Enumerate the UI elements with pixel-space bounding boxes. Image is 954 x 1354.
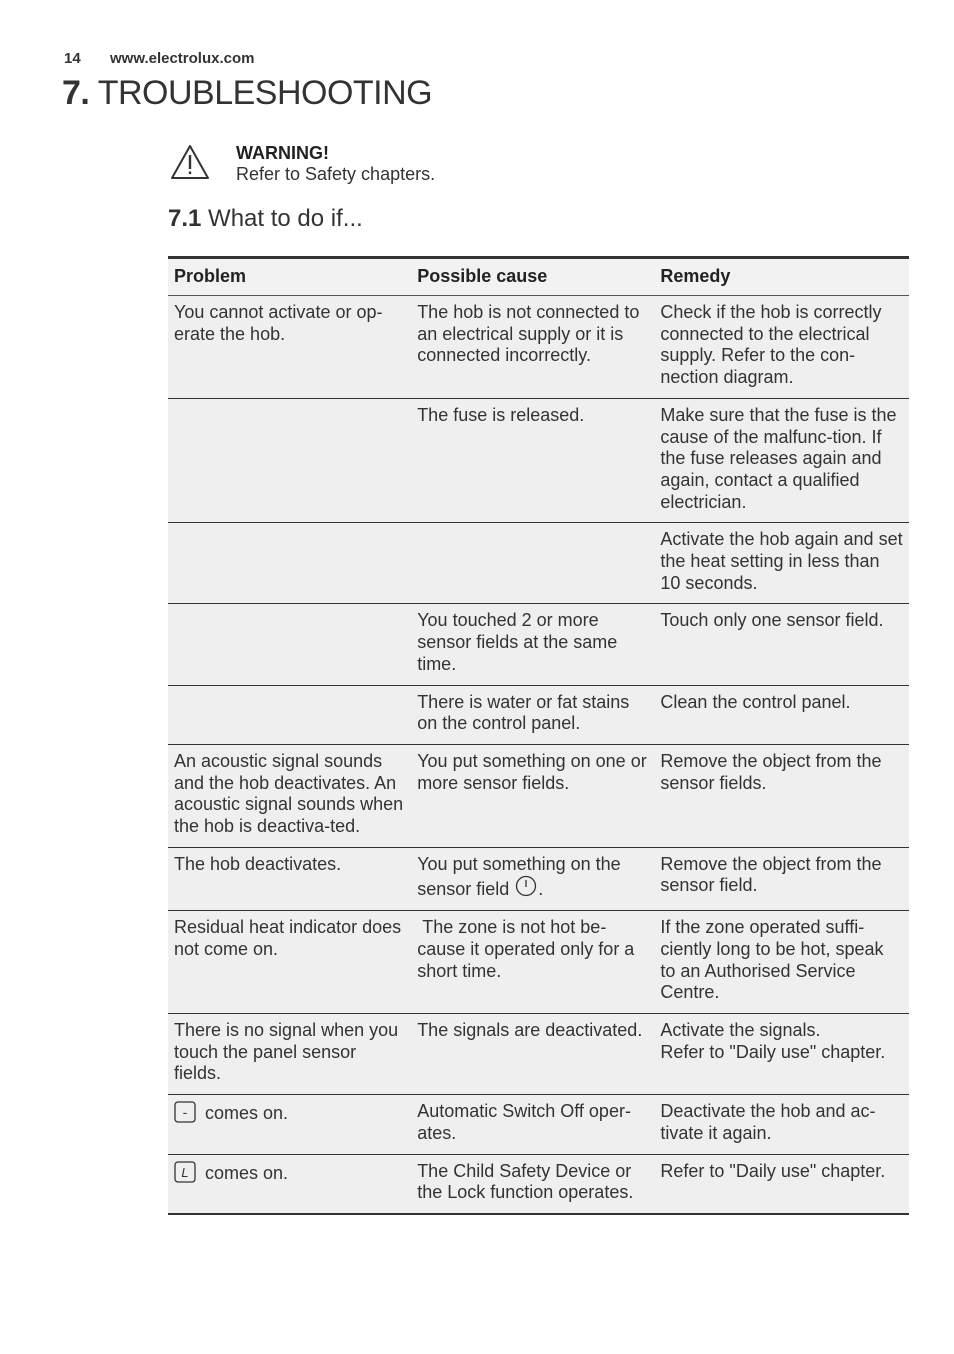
table-row — [168, 1095, 909, 1154]
warning-text: Refer to Safety chapters. — [236, 164, 436, 184]
problem-cell — [168, 523, 411, 604]
problem-cell: You cannot activate or op-erate the hob. — [168, 296, 411, 399]
remedy-cell: Make sure that the fuse is the cause of the malfunc-tion. If the fuse releases again and again, contact a qualified electrician. — [654, 398, 909, 523]
remedy-cell: Touch only one sensor field. — [654, 604, 909, 685]
troubleshooting-table — [168, 256, 909, 1215]
chapter-title — [62, 74, 432, 113]
problem-cell — [168, 604, 411, 685]
table-row — [168, 847, 909, 910]
problem-cell — [168, 1154, 411, 1214]
table-header-row — [168, 258, 909, 296]
problem-cell — [168, 685, 411, 744]
problem-cell: An acoustic signal sounds and the hob deactivates. An acoustic signal sounds when the hob is deactiva-ted. — [168, 744, 411, 847]
table-row — [168, 523, 909, 604]
warning-triangle-icon — [170, 144, 210, 180]
remedy-cell: Refer to "Daily use" chapter. — [654, 1154, 909, 1214]
header-possible-cause: Possible cause — [411, 258, 654, 296]
warning-box — [168, 140, 688, 192]
chapter-number: 7. — [62, 74, 90, 112]
remedy-line: Activate the signals. — [660, 1019, 821, 1040]
cause-cell: You put something on one or more sensor fields. — [411, 744, 654, 847]
remedy-cell: Clean the control panel. — [654, 685, 909, 744]
remedy-cell: Check if the hob is correctly connected to the electrical supply. Refer to the con-nection diagram. — [654, 296, 909, 399]
table-row — [168, 685, 909, 744]
dash-display-icon — [174, 1101, 196, 1123]
table-row — [168, 744, 909, 847]
problem-text: comes on. — [200, 1103, 289, 1124]
cause-cell: Automatic Switch Off oper-ates. — [411, 1095, 654, 1154]
problem-cell — [168, 398, 411, 523]
remedy-cell: Activate the hob again and set the heat setting in less than 10 seconds. — [654, 523, 909, 604]
dash-display-char: - — [182, 1104, 188, 1121]
problem-cell: Residual heat indicator does not come on. — [168, 911, 411, 1014]
lock-display-char: L — [181, 1164, 189, 1180]
table-row — [168, 398, 909, 523]
remedy-cell — [654, 1013, 909, 1094]
header-problem: Problem — [168, 258, 411, 296]
page-number: 14 — [64, 50, 81, 67]
cause-cell: The fuse is released. — [411, 398, 654, 523]
cause-cell: The zone is not hot be-cause it operated only for a short time. — [411, 911, 654, 1014]
power-icon — [515, 875, 537, 897]
cause-cell: The signals are deactivated. — [411, 1013, 654, 1094]
cause-cell: You touched 2 or more sensor fields at the same time. — [411, 604, 654, 685]
problem-cell: There is no signal when you touch the panel sensor fields. — [168, 1013, 411, 1094]
cause-cell — [411, 523, 654, 604]
cause-cell: The hob is not connected to an electrical supply or it is connected incorrectly. — [411, 296, 654, 399]
page-header — [64, 50, 255, 67]
section-number: 7.1 — [168, 205, 202, 232]
problem-cell — [168, 1095, 411, 1154]
table-row — [168, 1013, 909, 1094]
remedy-cell: If the zone operated suffi-ciently long to be hot, speak to an Authorised Service Centre. — [654, 911, 909, 1014]
remedy-cell: Remove the object from the sensor field. — [654, 847, 909, 910]
cause-text: You put something on the sensor field — [417, 853, 621, 900]
remedy-cell: Remove the object from the sensor fields. — [654, 744, 909, 847]
table-row — [168, 911, 909, 1014]
cause-cell: The Child Safety Device or the Lock function operates. — [411, 1154, 654, 1214]
remedy-line: Refer to "Daily use" chapter. — [660, 1041, 886, 1062]
table-row — [168, 1154, 909, 1214]
warning-title: WARNING! — [236, 143, 329, 163]
chapter-title-text: TROUBLESHOOTING — [97, 74, 433, 112]
cause-cell — [411, 847, 654, 910]
website-link[interactable]: www.electrolux.com — [110, 50, 255, 67]
problem-cell: The hob deactivates. — [168, 847, 411, 910]
section-title-text: What to do if... — [208, 205, 363, 232]
table-row — [168, 296, 909, 399]
problem-text: comes on. — [200, 1162, 289, 1183]
section-title — [168, 205, 363, 233]
table-row — [168, 604, 909, 685]
lock-display-icon — [174, 1161, 196, 1183]
header-remedy: Remedy — [654, 258, 909, 296]
cause-cell: There is water or fat stains on the control panel. — [411, 685, 654, 744]
remedy-cell: Deactivate the hob and ac-tivate it again. — [654, 1095, 909, 1154]
cause-suffix: . — [538, 879, 544, 900]
